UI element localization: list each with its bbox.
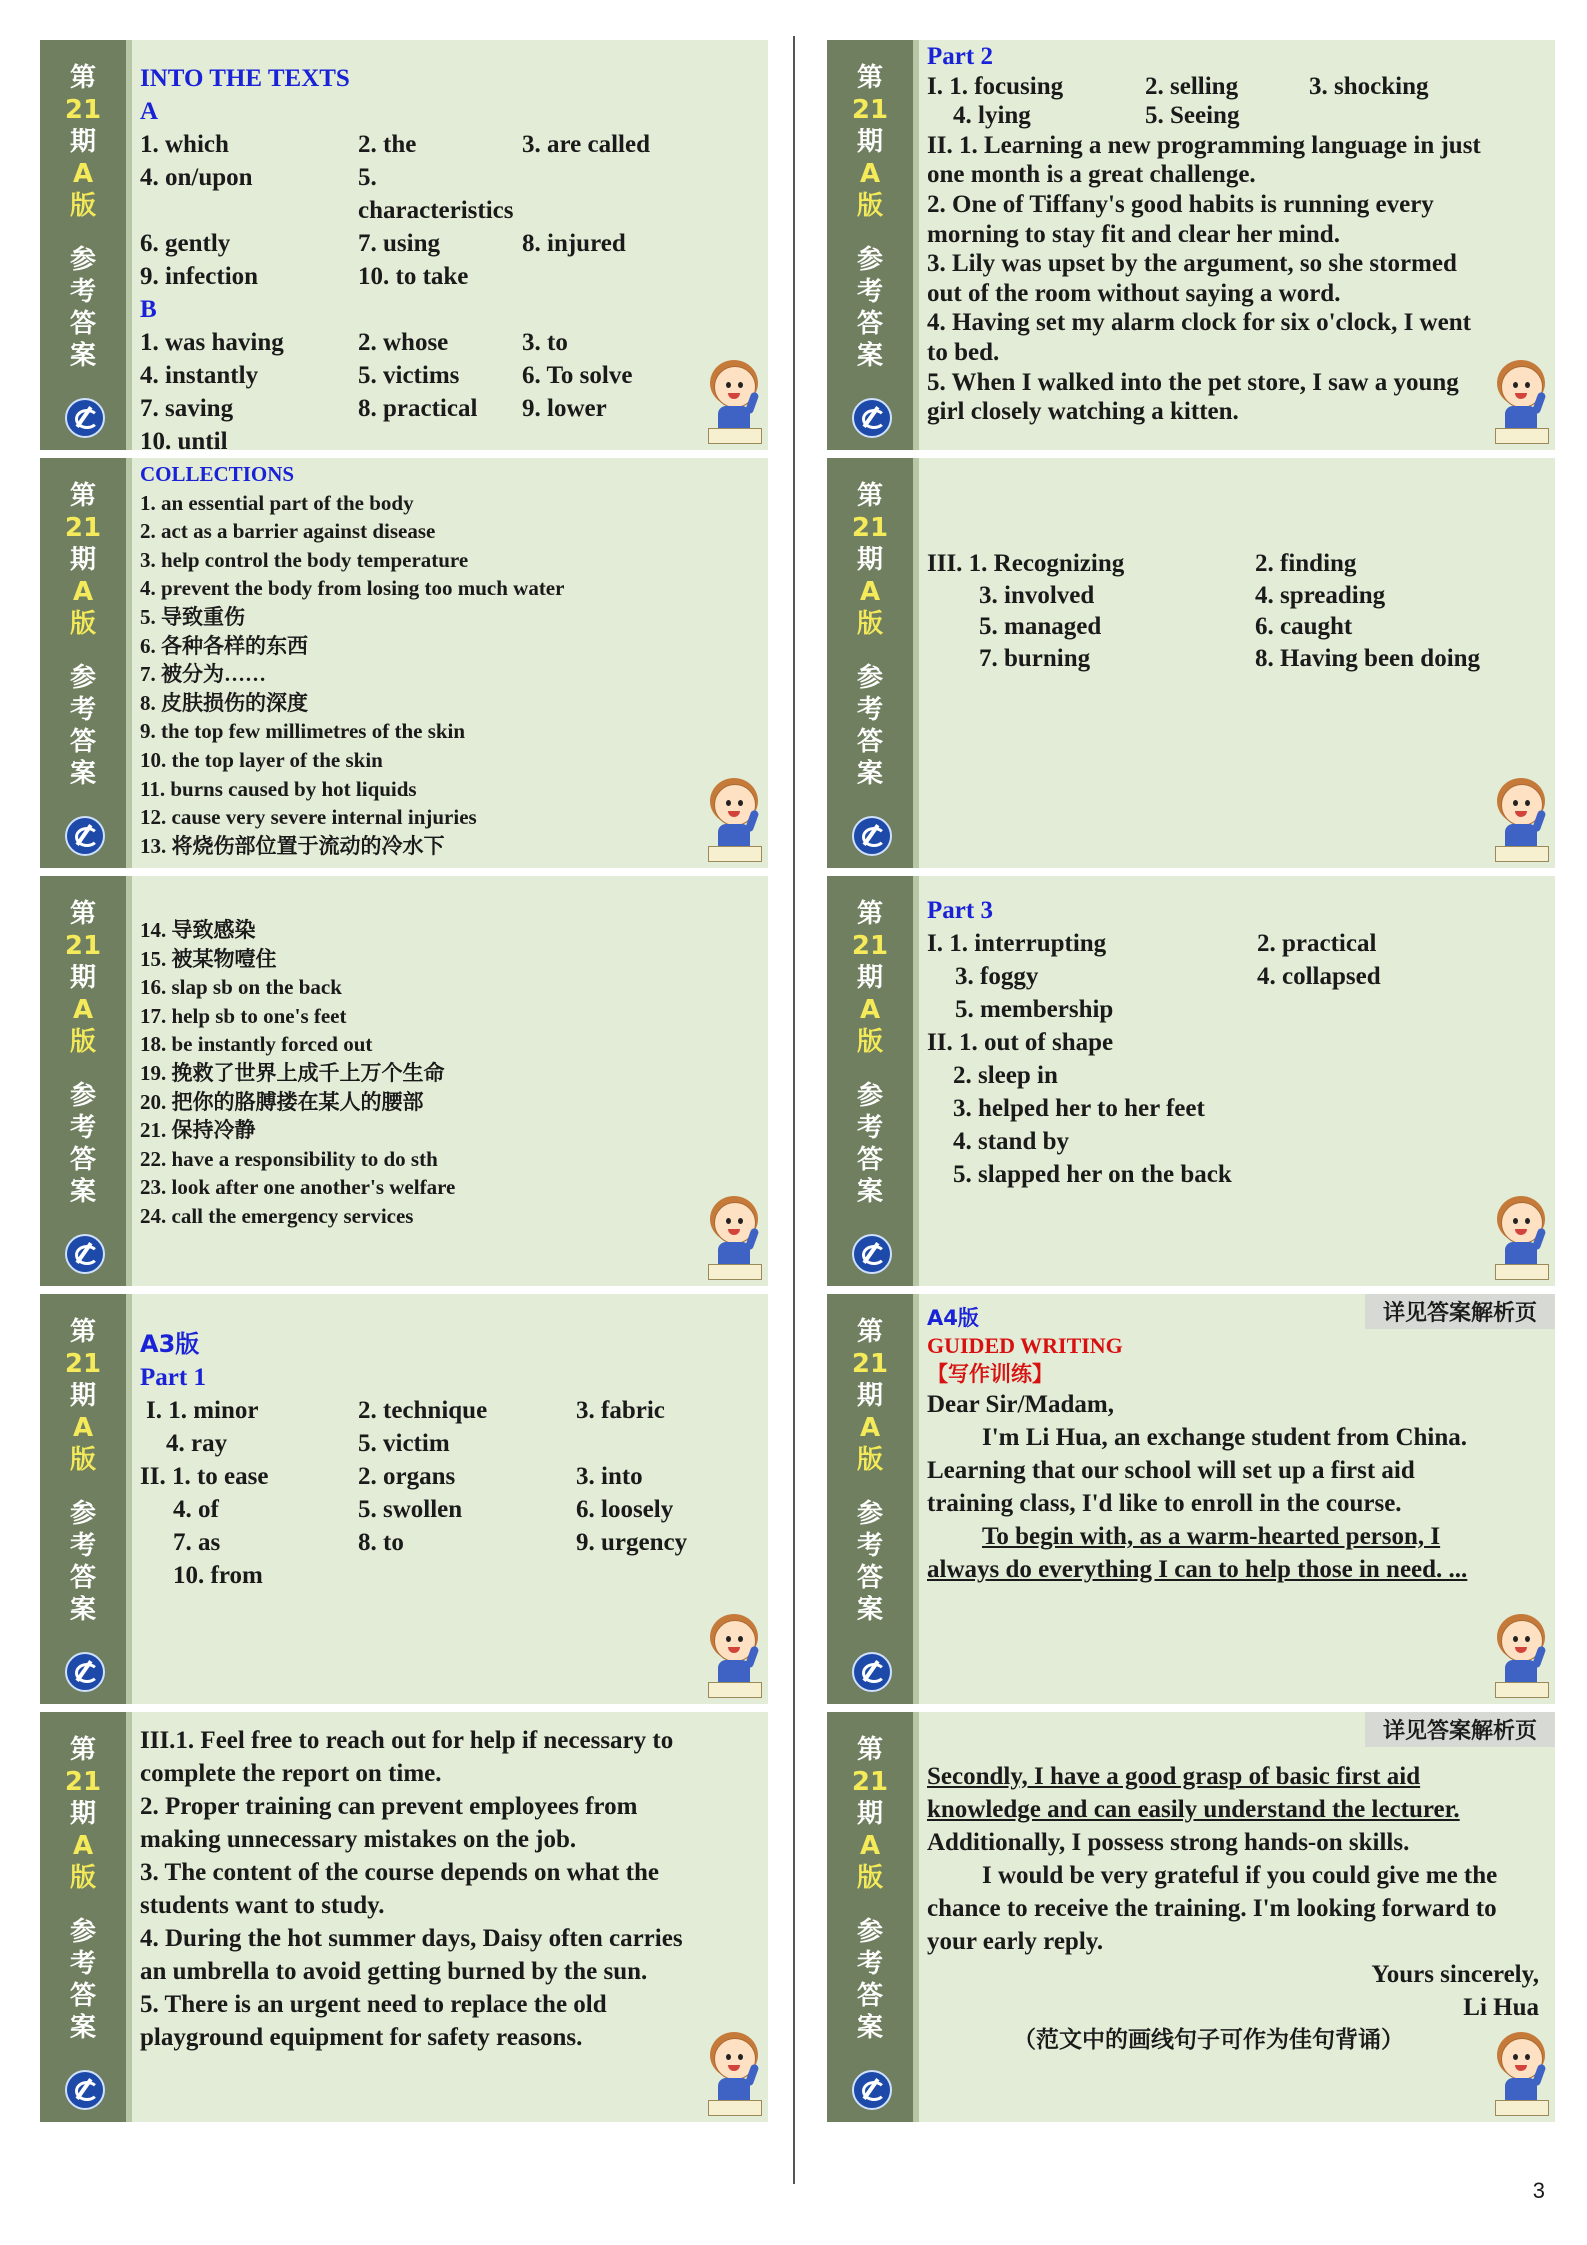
answer-card-collections-continued — [40, 876, 768, 1286]
answer-line: 1. an essential part of the body — [140, 490, 414, 515]
letter-line-underlined: To begin with, as a warm-hearted person, I — [982, 1523, 1441, 1550]
letter-line: training class, I'd like to enroll in the course. — [927, 1490, 1402, 1517]
card-content — [927, 894, 1545, 1286]
answer-line: girl closely watching a kitten. — [927, 398, 1239, 426]
globe-logo-icon — [852, 1652, 892, 1692]
answer-card-a3-part1 — [40, 1294, 768, 1704]
globe-logo-icon — [65, 1652, 105, 1692]
answer-line: 23. look after one another's welfare — [140, 1175, 456, 1200]
globe-logo-icon — [65, 816, 105, 856]
reading-kid-mascot-icon — [1491, 1194, 1551, 1280]
answer-row: 9. infection 10. to take — [140, 263, 469, 290]
answer-line: 4. Having set my alarm clock for six o'clock, I went — [927, 309, 1471, 337]
letter-line: your early reply. — [927, 1928, 1104, 1955]
answer-line: 22. have a responsibility to do sth — [140, 1146, 438, 1171]
card-content — [927, 1760, 1545, 2122]
reading-kid-mascot-icon — [704, 776, 764, 862]
reading-kid-mascot-icon — [1491, 776, 1551, 862]
answer-line: 6. 各种各样的东西 — [140, 633, 308, 658]
answer-row: I. 1. focusing 2. selling 3. shocking — [927, 72, 1429, 100]
reading-kid-mascot-icon — [1491, 2030, 1551, 2116]
answer-line: III.1. Feel free to reach out for help if necessary to — [140, 1727, 674, 1754]
column-divider — [793, 36, 795, 2184]
answer-row: 5. membership — [955, 996, 1114, 1023]
section-title: INTO THE TEXTS — [140, 65, 350, 92]
card-spine: 第 21 期 A 版 参 考 答 案 — [40, 1712, 126, 2122]
reading-kid-mascot-icon — [704, 1194, 764, 1280]
answer-line: 5. When I walked into the pet store, I saw a young — [927, 368, 1459, 396]
letter-closing: Yours sincerely, — [1371, 1961, 1539, 1988]
answer-line: 2. act as a barrier against disease — [140, 519, 436, 544]
card-content — [140, 62, 758, 450]
answer-line: 4. prevent the body from losing too much water — [140, 576, 565, 601]
answer-line: 21. 保持冷静 — [140, 1118, 256, 1143]
letter-greeting: Dear Sir/Madam, — [927, 1391, 1115, 1418]
answer-line: 4. stand by — [953, 1128, 1070, 1155]
section-label: A — [140, 98, 159, 125]
answer-card-collections — [40, 458, 768, 868]
answer-line: 7. 被分为…… — [140, 662, 266, 687]
section-subtitle: 【写作训练】 — [927, 1362, 1053, 1386]
answer-row: 10. from — [173, 1562, 263, 1589]
answer-line: 19. 挽救了世界上成千上万个生命 — [140, 1060, 445, 1085]
edition-label: A4版 — [927, 1306, 979, 1330]
answer-row: 5. managed 6. caught — [979, 613, 1353, 640]
edition-label: A3版 — [140, 1330, 200, 1358]
answer-row: II. 1. to ease 2. organs 3. into — [140, 1463, 643, 1490]
card-spine: 第 21 期 A 版 参 考 答 案 — [40, 458, 126, 868]
reading-kid-mascot-icon — [1491, 1612, 1551, 1698]
globe-logo-icon — [65, 2070, 105, 2110]
answer-card-into-the-texts — [40, 40, 768, 450]
answer-row: 10. until — [140, 428, 228, 450]
answer-row: 4. instantly 5. victims 6. To solve — [140, 362, 633, 389]
answer-line: 12. cause very severe internal injuries — [140, 805, 477, 830]
answer-line: to bed. — [927, 338, 1000, 366]
answer-card-part2 — [827, 40, 1555, 450]
letter-line: Learning that our school will set up a first aid — [927, 1457, 1415, 1484]
answer-row: 7. saving 8. practical 9. lower — [140, 395, 607, 422]
letter-line-underlined: Secondly, I have a good grasp of basic first aid — [927, 1763, 1421, 1790]
answer-row: 7. burning 8. Having been doing — [979, 644, 1481, 672]
answer-line: 18. be instantly forced out — [140, 1032, 373, 1057]
card-spine: 第 21 期 A 版 参 考 答 案 — [827, 40, 913, 450]
card-content — [140, 1724, 758, 2122]
answer-line: 3. help control the body temperature — [140, 547, 469, 572]
answer-line: 9. the top few millimetres of the skin — [140, 719, 466, 744]
answer-line: 5. slapped her on the back — [953, 1161, 1232, 1188]
answer-line: 8. 皮肤损伤的深度 — [140, 690, 308, 715]
reading-kid-mascot-icon — [704, 358, 764, 444]
letter-line-underlined: knowledge and can easily understand the lecturer. — [927, 1796, 1460, 1823]
card-spine: 第 21 期 A 版 参 考 答 案 — [827, 1712, 913, 2122]
answer-card-guided-writing — [827, 1294, 1555, 1704]
answer-line: 5. There is an urgent need to replace the old — [140, 1991, 607, 2018]
answer-line: 3. Lily was upset by the argument, so she stormed — [927, 250, 1457, 278]
section-title: COLLECTIONS — [140, 462, 295, 486]
answer-line: 17. help sb to one's feet — [140, 1003, 347, 1028]
globe-logo-icon — [65, 1234, 105, 1274]
answer-row: I. 1. interrupting 2. practical — [927, 930, 1377, 957]
globe-logo-icon — [852, 816, 892, 856]
part-label: Part 1 — [140, 1364, 206, 1391]
globe-logo-icon — [852, 2070, 892, 2110]
card-content — [927, 42, 1545, 450]
answer-line: 16. slap sb on the back — [140, 975, 342, 1000]
answer-line: 13. 将烧伤部位置于流动的冷水下 — [140, 833, 445, 858]
letter-signature: Li Hua — [1463, 1994, 1539, 2021]
recitation-note: （范文中的画线句子可作为佳句背诵） — [1013, 2027, 1404, 2053]
letter-line: Additionally, I possess strong hands-on skills. — [927, 1829, 1410, 1856]
card-spine: 第 21 期 A 版 参 考 答 案 — [827, 1294, 913, 1704]
answer-line: 2. One of Tiffany's good habits is running every — [927, 190, 1434, 218]
answer-card-part1-translation — [40, 1712, 768, 2122]
card-content — [927, 1304, 1545, 1704]
answer-row: III. 1. Recognizing 2. finding — [927, 550, 1357, 577]
card-spine: 第 21 期 A 版 参 考 答 案 — [40, 876, 126, 1286]
card-content — [140, 1328, 758, 1704]
answer-line: 3. helped her to her feet — [953, 1095, 1205, 1122]
card-content — [140, 916, 758, 1286]
letter-line-underlined: always do everything I can to help those in need. ... — [927, 1556, 1468, 1583]
reading-kid-mascot-icon — [704, 2030, 764, 2116]
answer-line: 4. During the hot summer days, Daisy often carries — [140, 1925, 683, 1952]
part-label: Part 2 — [927, 43, 993, 70]
answer-line: 14. 导致感染 — [140, 918, 256, 942]
see-answer-analysis-badge: 详见答案解析页 — [1365, 1294, 1555, 1329]
answer-line: complete the report on time. — [140, 1760, 442, 1787]
answer-row: 4. ray 5. victim — [166, 1430, 450, 1457]
answer-row: 1. was having 2. whose 3. to — [140, 329, 568, 356]
answer-line: out of the room without saying a word. — [927, 279, 1341, 307]
card-content — [927, 548, 1545, 868]
see-answer-analysis-badge: 详见答案解析页 — [1365, 1712, 1555, 1747]
card-spine: 第 21 期 A 版 参 考 答 案 — [40, 1294, 126, 1704]
letter-line: I'm Li Hua, an exchange student from China. — [982, 1424, 1468, 1451]
answer-line: 5. 导致重伤 — [140, 604, 245, 629]
answer-card-guided-writing-continued — [827, 1712, 1555, 2122]
answer-row: 7. as 8. to 9. urgency — [173, 1529, 688, 1556]
answer-line: 10. the top layer of the skin — [140, 747, 383, 772]
globe-logo-icon — [852, 398, 892, 438]
letter-line: I would be very grateful if you could give me the — [982, 1862, 1498, 1889]
answer-line: morning to stay fit and clear her mind. — [927, 220, 1340, 248]
answer-line: 2. sleep in — [953, 1062, 1058, 1089]
answer-row: 4. of 5. swollen 6. loosely — [173, 1496, 674, 1523]
answer-line: 15. 被某物噎住 — [140, 946, 277, 971]
card-spine: 第 21 期 A 版 参 考 答 案 — [40, 40, 126, 450]
answer-line: 2. Proper training can prevent employees from — [140, 1793, 638, 1820]
section-label: B — [140, 296, 157, 323]
card-content — [140, 460, 758, 868]
globe-logo-icon — [65, 398, 105, 438]
answer-line: one month is a great challenge. — [927, 161, 1256, 189]
card-spine: 第 21 期 A 版 参 考 答 案 — [827, 458, 913, 868]
answer-line: making unnecessary mistakes on the job. — [140, 1826, 577, 1853]
answer-line: 3. The content of the course depends on what the — [140, 1859, 659, 1886]
answer-line: 20. 把你的胳膊搂在某人的腰部 — [140, 1089, 424, 1114]
part-label: Part 3 — [927, 897, 993, 924]
section-title: GUIDED WRITING — [927, 1333, 1123, 1358]
answer-row: 3. foggy 4. collapsed — [955, 963, 1381, 990]
card-spine: 第 21 期 A 版 参 考 答 案 — [827, 876, 913, 1286]
answer-row: 3. involved 4. spreading — [979, 581, 1386, 609]
answer-line: students want to study. — [140, 1892, 385, 1919]
answer-card-part2-iii — [827, 458, 1555, 868]
answer-line: 11. burns caused by hot liquids — [140, 776, 417, 801]
answer-line: playground equipment for safety reasons. — [140, 2024, 583, 2051]
answer-row: I. 1. minor 2. technique 3. fabric — [146, 1397, 665, 1424]
reading-kid-mascot-icon — [1491, 358, 1551, 444]
page-number: 3 — [1532, 2178, 1545, 2203]
answer-card-part3 — [827, 876, 1555, 1286]
answer-line: II. 1. Learning a new programming language in just — [927, 131, 1481, 159]
answer-row: 4. lying 5. Seeing — [953, 102, 1240, 130]
letter-line: chance to receive the training. I'm looking forward to — [927, 1895, 1497, 1922]
globe-logo-icon — [852, 1234, 892, 1274]
answer-line: an umbrella to avoid getting burned by the sun. — [140, 1958, 648, 1985]
answer-row: 6. gently 7. using 8. injured — [140, 230, 626, 257]
answer-row: 4. on/upon 5. characteristics — [140, 164, 514, 224]
reading-kid-mascot-icon — [704, 1612, 764, 1698]
answer-line: 24. call the emergency services — [140, 1203, 414, 1228]
answer-row: 1. which 2. the 3. are called — [140, 131, 650, 158]
answer-line: II. 1. out of shape — [927, 1029, 1114, 1056]
